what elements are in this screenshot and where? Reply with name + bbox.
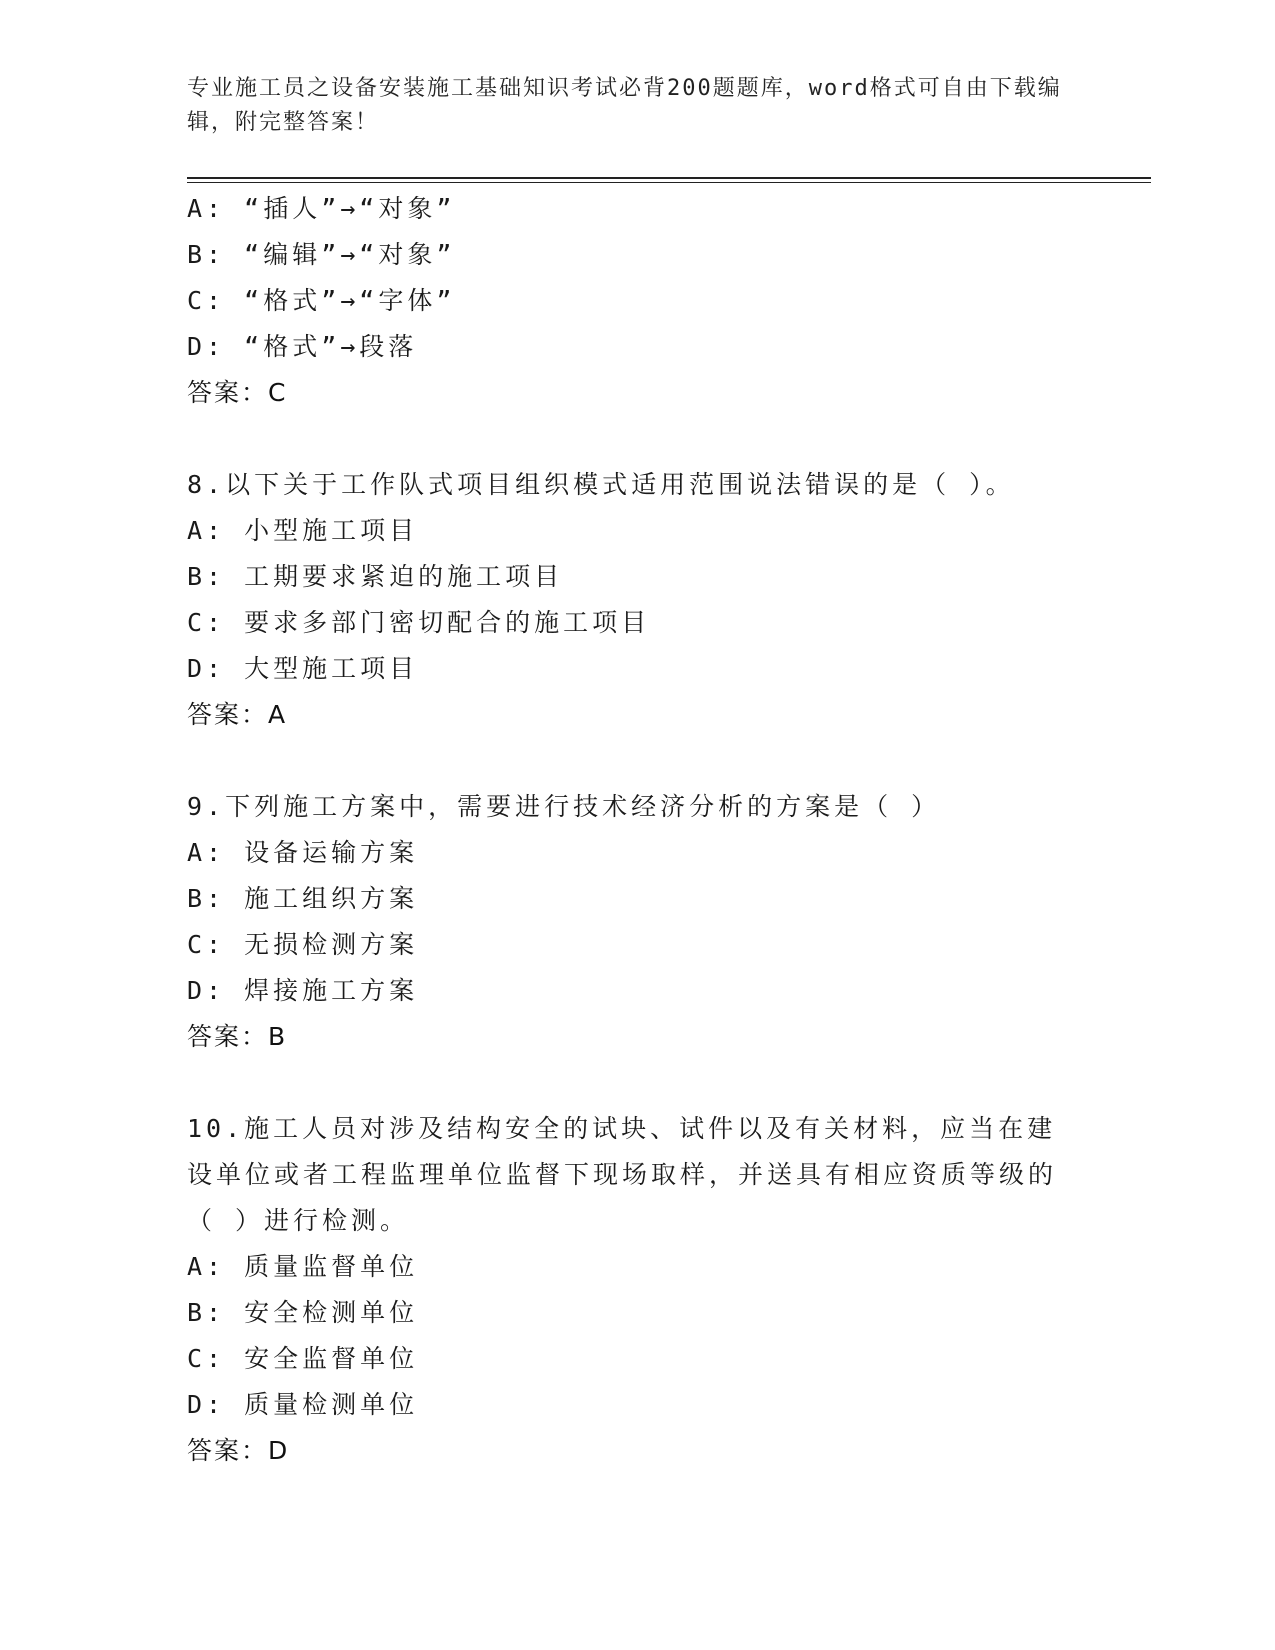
spacer: [187, 1060, 1087, 1106]
question-text: 8.以下关于工作队式项目组织模式适用范围说法错误的是（ ）。: [187, 470, 1015, 499]
option-c: C: 安全监督单位: [187, 1344, 419, 1373]
answer-line: 答案：D: [187, 1436, 290, 1465]
option-b: B: 安全检测单位: [187, 1298, 419, 1327]
option-d: D: 质量检测单位: [187, 1390, 419, 1419]
option-a: A: 小型施工项目: [187, 516, 419, 545]
option-b: B: “编辑”→“对象”: [187, 240, 456, 269]
answer-line: 答案：B: [187, 1022, 288, 1051]
spacer: [187, 738, 1087, 784]
option-d: D: 大型施工项目: [187, 654, 419, 683]
question-block-7: [187, 186, 1087, 416]
answer-line: 答案：A: [187, 700, 288, 729]
question-list: [187, 186, 1087, 1474]
spacer: [187, 416, 1087, 462]
question-text: 10.施工人员对涉及结构安全的试块、试件以及有关材料，应当在建设单位或者工程监理单位监督下现场取样，并送具有相应资质等级的（ ）进行检测。: [187, 1114, 1058, 1235]
question-block-8: [187, 462, 1087, 738]
option-c: C: “格式”→“字体”: [187, 286, 456, 315]
option-b: B: 施工组织方案: [187, 884, 419, 913]
option-a: A: 设备运输方案: [187, 838, 419, 867]
option-a: A: 质量监督单位: [187, 1252, 419, 1281]
option-d: D: 焊接施工方案: [187, 976, 419, 1005]
option-c: C: 要求多部门密切配合的施工项目: [187, 608, 651, 637]
option-c: C: 无损检测方案: [187, 930, 419, 959]
question-block-10: [187, 1106, 1087, 1474]
question-block-9: [187, 784, 1087, 1060]
option-d: D: “格式”→段落: [187, 332, 418, 361]
document-header: 专业施工员之设备安装施工基础知识考试必背200题题库，word格式可自由下载编辑，附完整答案！: [187, 76, 1062, 135]
header-divider: [187, 177, 1151, 183]
option-a: A: “插人”→“对象”: [187, 194, 456, 223]
answer-line: 答案：C: [187, 378, 288, 407]
question-text: 9.下列施工方案中，需要进行技术经济分析的方案是（ ）: [187, 792, 941, 821]
option-b: B: 工期要求紧迫的施工项目: [187, 562, 564, 591]
